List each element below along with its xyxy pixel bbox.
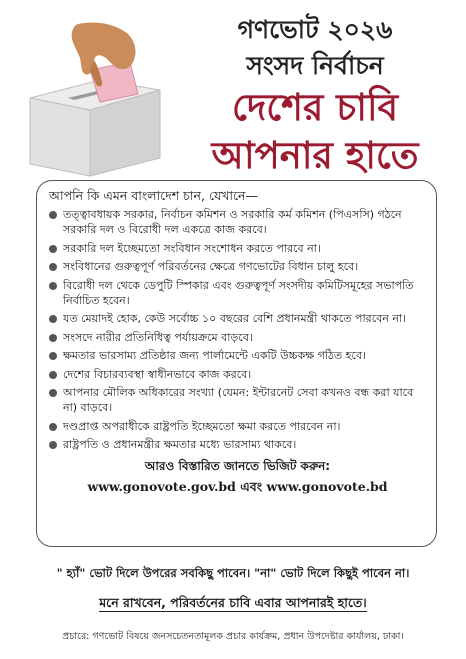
list-item: বিরোধী দল থেকে ডেপুটি স্পিকার এবং গুরুত্বপূর্ণ সংসদীয় কমিটিসমূহের সভাপতি নির্বাচিত হবেন। [47, 278, 428, 308]
footer-credit: প্রচারে: গণভোট বিষয়ে জনসচেতনতামূলক প্রচার কার্যক্রম, প্রধান উপদেষ্টার কার্যালয়, ঢাকা। [62, 631, 404, 642]
info-box [36, 180, 437, 547]
list-item: তত্ত্বাবধায়ক সরকার, নির্বাচন কমিশন ও সরকারি কর্ম কমিশন (পিএসসি) গঠনে সরকারি দল ও বিরোধী দল একত্রে কাজ করবে। [47, 207, 428, 237]
reform-points-list [47, 207, 428, 452]
list-item: রাষ্ট্রপতি ও প্রধানমন্ত্রীর ক্ষমতার মধ্যে ভারসাম্য থাকবে। [47, 437, 428, 452]
slogan-line-2: আপনার হাতে [211, 134, 419, 177]
more-info-text: আরও বিস্তারিত জানতে ভিজিট করুন: [144, 459, 331, 473]
ballot-box-illustration [20, 18, 170, 178]
list-item: সংবিধানের গুরুত্বপূর্ণ পরিবর্তনের ক্ষেত্রে গণভোটের বিধান চালু হবে। [47, 259, 428, 274]
list-item: যত মেয়াদই হোক, কেউ সর্বোচ্চ ১০ বছরের বেশি প্রধানমন্ত্রী থাকতে পারবেন না। [47, 311, 428, 326]
website-links [47, 477, 428, 497]
reminder-line [0, 595, 466, 615]
poster-subtitle: সংসদ নির্বাচন [246, 51, 384, 80]
list-item: ক্ষমতার ভারসাম্য প্রতিষ্ঠার জন্য পার্লামেন্টে একটি উচ্চকক্ষ গঠিত হবে। [47, 348, 428, 363]
list-item: সংসদে নারীর প্রতিনিধিত্ব পর্যায়ক্রমে বাড়বে। [47, 330, 428, 345]
poster-title: গণভোট ২০২৬ [237, 15, 393, 44]
url-joiner: এবং [240, 479, 263, 494]
poster-header [0, 0, 466, 178]
slogan-line-1: দেশের চাবি [231, 86, 399, 129]
reminder-text: মনে রাখবেন, পরিবর্তনের চাবি এবার আপনারই হাতে। [99, 595, 367, 610]
hand-icon [72, 22, 136, 74]
list-item: দণ্ডপ্রাপ্ত অপরাধীকে রাষ্ট্রপতি ইচ্ছেমতো ক্ষমা করতে পারবেন না। [47, 419, 428, 434]
title-block [170, 12, 460, 180]
vote-message: " হ্যাঁ" ভোট দিলে উপরের সবকিছু পাবেন। "না" ভোট দিলে কিছুই পাবেন না। [56, 566, 410, 580]
list-item: সরকারি দল ইচ্ছেমতো সংবিধান সংশোধন করতে পারবে না। [47, 241, 428, 256]
intro-question: আপনি কি এমন বাংলাদেশ চান, যেখানে— [49, 188, 258, 203]
website-link-1: www.gonovote.gov.bd [87, 479, 236, 494]
ballot-box-left [30, 98, 90, 176]
list-item: আপনার মৌলিক অধিকারের সংখ্যা (যেমন: ইন্টারনেট সেবা কখনও বন্ধ করা যাবে না) বাড়বে। [47, 385, 428, 415]
website-link-2: www.gonovote.bd [266, 479, 388, 494]
list-item: দেশের বিচারব্যবস্থা স্বাধীনভাবে কাজ করবে। [47, 367, 428, 382]
